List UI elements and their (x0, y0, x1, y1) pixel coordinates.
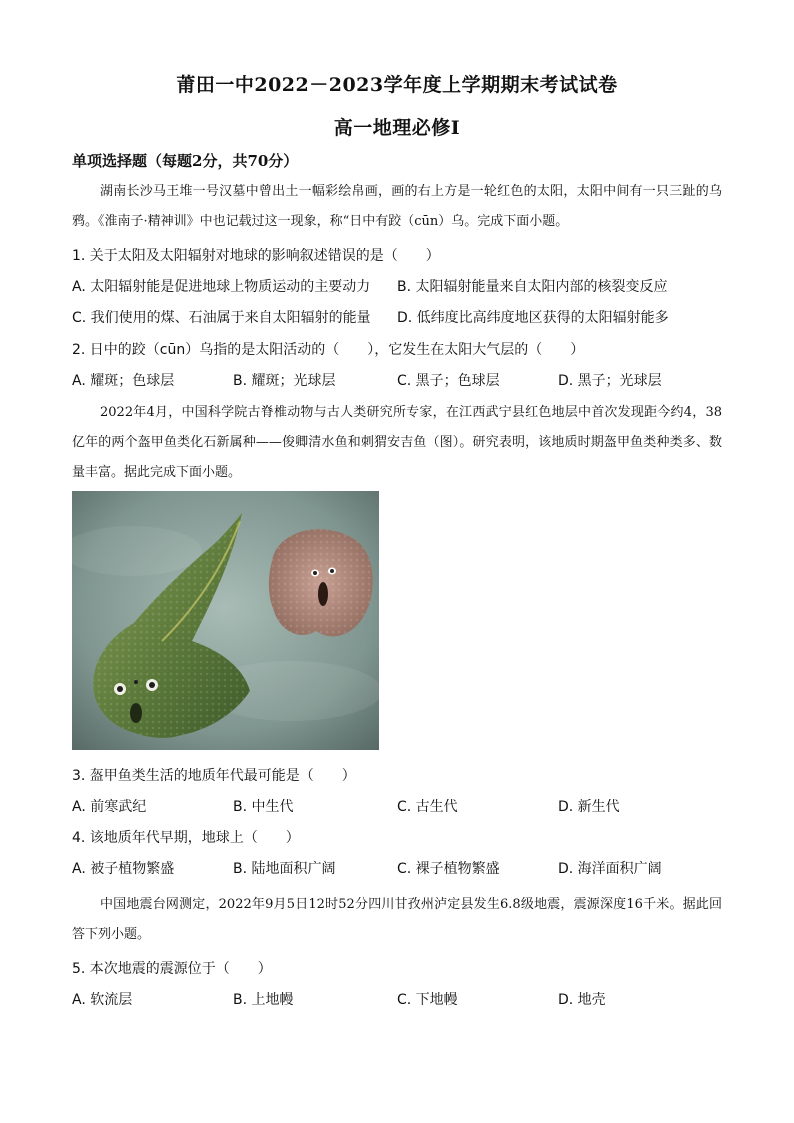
question-5-option-b: B. 上地幔 (233, 992, 294, 1008)
question-2-option-b: B. 耀斑；光球层 (233, 373, 336, 389)
question-3-option-d: D. 新生代 (558, 799, 620, 815)
question-2-option-d: D. 黑子；光球层 (558, 373, 662, 389)
passage-2: 2022年4月，中国科学院古脊椎动物与古人类研究所专家，在江西武宁县红色地层中首次发现距今约4，38亿年的两个盔甲鱼类化石新属种——俊卿清水鱼和刺猬安吉鱼（图）。研究表明，该地质时期盔甲鱼类种类多、数量丰富。据此完成下面小题。 (72, 405, 722, 480)
spiny-fish-illustration (269, 529, 373, 636)
question-4-option-d: D. 海洋面积广阔 (558, 861, 662, 877)
question-3-option-b: B. 中生代 (233, 799, 294, 815)
question-1-option-d: D. 低纬度比高纬度地区获得的太阳辐射能多 (397, 310, 669, 326)
fossil-illustration (72, 491, 379, 750)
question-4-stem: 4. 该地质年代早期，地球上（ ） (72, 830, 300, 846)
question-2-option-a: A. 耀斑；色球层 (72, 373, 175, 389)
question-3-option-a: A. 前寒武纪 (72, 799, 147, 815)
question-2-stem: 2. 日中的跤（cūn）乌指的是太阳活动的（ ），它发生在太阳大气层的（ ） (72, 342, 585, 358)
question-5-stem: 5. 本次地震的震源位于（ ） (72, 961, 272, 977)
question-1-stem: 1. 关于太阳及太阳辐射对地球的影响叙述错误的是（ ） (72, 248, 440, 264)
question-5-option-c: C. 下地幔 (397, 992, 458, 1008)
question-3-option-c: C. 古生代 (397, 799, 458, 815)
question-4-option-c: C. 裸子植物繁盛 (397, 861, 500, 877)
question-1-option-a: A. 太阳辐射能是促进地球上物质运动的主要动力 (72, 279, 371, 295)
question-3-stem: 3. 盔甲鱼类生活的地质年代最可能是（ ） (72, 768, 356, 784)
section-heading: 单项选择题（每题2分，共70分） (72, 152, 299, 170)
question-5-option-d: D. 地壳 (558, 992, 606, 1008)
question-4-option-b: B. 陆地面积广阔 (233, 861, 336, 877)
passage-3: 中国地震台网测定，2022年9月5日12时52分四川甘孜州泸定县发生6.8级地震，震源深度16千米。据此回答下列小题。 (72, 897, 722, 942)
exam-subtitle: 高一地理必修Ⅰ (333, 117, 461, 139)
question-2-option-c: C. 黑子；色球层 (397, 373, 500, 389)
exam-title: 莆田一中2022－2023学年度上学期期末考试试卷 (176, 74, 618, 96)
question-1-option-b: B. 太阳辐射能量来自太阳内部的核裂变反应 (397, 279, 668, 295)
question-1-option-c: C. 我们使用的煤、石油属于来自太阳辐射的能量 (72, 310, 371, 326)
question-5-option-a: A. 软流层 (72, 992, 133, 1008)
question-4-option-a: A. 被子植物繁盛 (72, 861, 175, 877)
passage-1: 湖南长沙马王堆一号汉墓中曾出土一幅彩绘帛画，画的右上方是一轮红色的太阳，太阳中间有一只三趾的乌鸦。《淮南子·精神训》中也记载过这一现象，称“日中有跤（cūn）乌。完成下面小题。 (72, 184, 722, 229)
